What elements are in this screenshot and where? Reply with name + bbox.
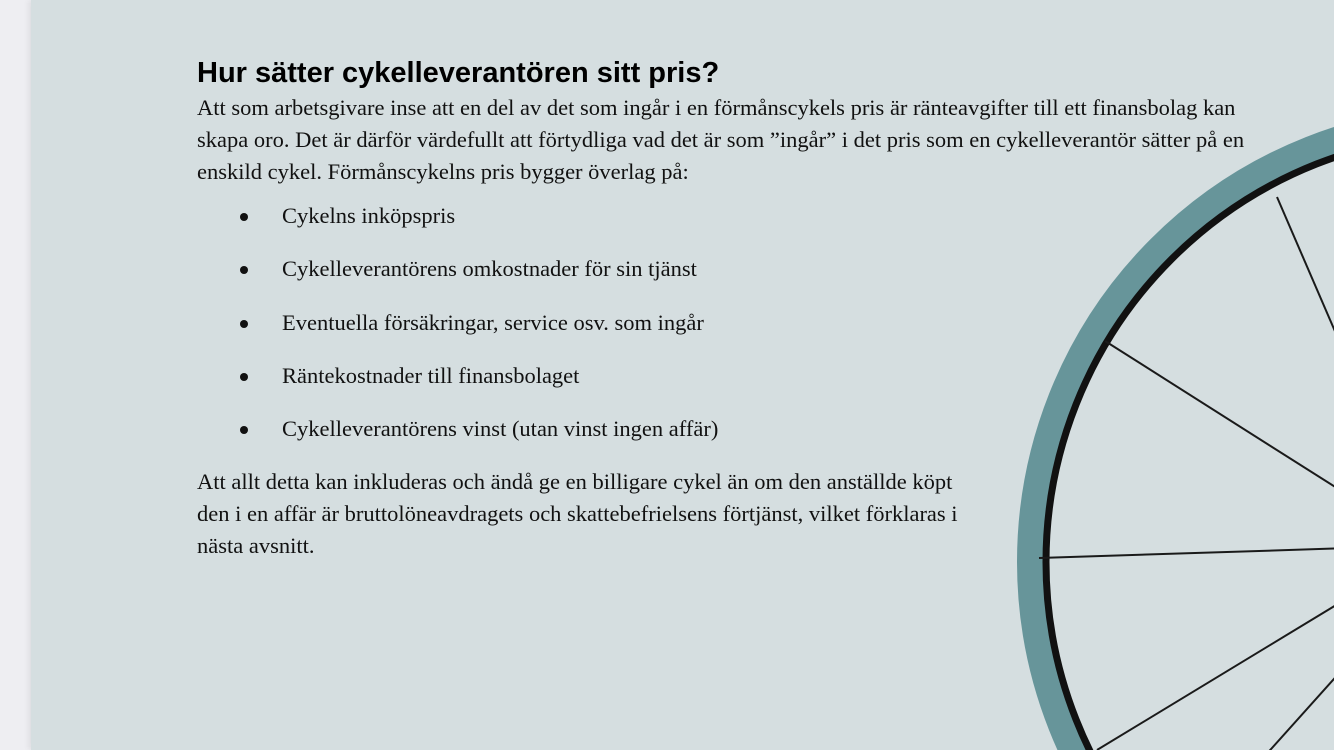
list-item (197, 253, 1277, 285)
wheel-spoke (1277, 197, 1334, 380)
intro-paragraph: Att som arbetsgivare inse att en del av det som ingår i en förmånscykels pris är ränteavgifter till ett finansbolag kan skapa oro. Det är därför värdefullt att förtydliga vad det är som ”ingår” i det pris som en cykelleverantör sätter på en enskild cykel. Förmånscykelns pris bygger överlag på: (197, 95, 1245, 184)
bullet-icon (240, 266, 248, 274)
list-item-text: Cykelleverantörens vinst (utan vinst ingen affär) (282, 416, 719, 442)
list-item-text: Räntekostnader till finansbolaget (282, 362, 580, 388)
wheel-spoke (1263, 660, 1334, 750)
document-page (31, 0, 1334, 750)
outro-paragraph: Att allt detta kan inkluderas och ändå ge en billigare cykel än om den anställde köpt den i en affär är bruttolöneavdragets och skattebefrielsens förtjänst, vilket förklaras i nästa avsnitt. (197, 469, 958, 559)
bullet-icon (240, 373, 248, 381)
section-heading: Hur sätter cykelleverantören sitt pris? (197, 57, 720, 89)
price-components-list (197, 200, 1277, 445)
list-item (197, 307, 1277, 339)
list-item-text: Cykelns inköpspris (282, 203, 456, 228)
list-item-text: Eventuella försäkringar, service osv. som ingår (282, 309, 704, 335)
bullet-icon (240, 320, 248, 328)
list-item (197, 200, 1277, 232)
list-item (197, 360, 1277, 392)
list-item (197, 413, 1277, 445)
list-item-text: Cykelleverantörens omkostnader för sin tjänst (282, 256, 697, 282)
wheel-spoke (1097, 596, 1334, 750)
document-body (197, 54, 1277, 562)
bullet-icon (240, 426, 248, 434)
bullet-icon (240, 213, 248, 221)
